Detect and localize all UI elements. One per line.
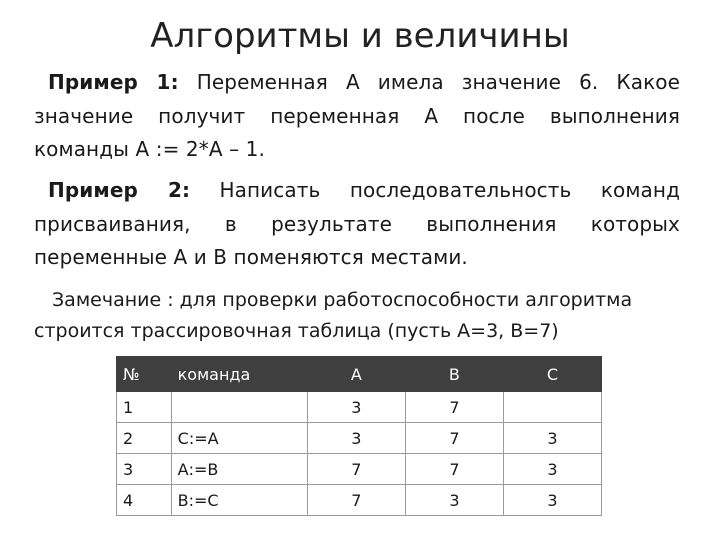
header-number: № bbox=[117, 357, 172, 392]
cell-number: 2 bbox=[117, 423, 172, 454]
cell-c: 3 bbox=[503, 454, 601, 485]
header-c: С bbox=[503, 357, 601, 392]
cell-command: В:=С bbox=[171, 485, 307, 516]
cell-command bbox=[171, 392, 307, 423]
cell-c: 3 bbox=[503, 485, 601, 516]
table-row bbox=[117, 392, 602, 423]
cell-a: 7 bbox=[307, 454, 405, 485]
header-command: команда bbox=[171, 357, 307, 392]
cell-b: 3 bbox=[405, 485, 503, 516]
cell-c bbox=[503, 392, 601, 423]
cell-number: 1 bbox=[117, 392, 172, 423]
header-b: В bbox=[405, 357, 503, 392]
example-2-text: Написать последовательность команд присваивания, в результате выполнения которых переменные А и В поменяются местами. bbox=[34, 178, 680, 269]
example-1-paragraph bbox=[34, 66, 680, 167]
cell-b: 7 bbox=[405, 454, 503, 485]
cell-number: 4 bbox=[117, 485, 172, 516]
cell-b: 7 bbox=[405, 392, 503, 423]
table-row bbox=[117, 485, 602, 516]
cell-command: С:=А bbox=[171, 423, 307, 454]
note-paragraph bbox=[34, 285, 694, 347]
table-header-row bbox=[117, 357, 602, 392]
example-1-label: Пример 1: bbox=[48, 70, 179, 94]
cell-a: 7 bbox=[307, 485, 405, 516]
cell-c: 3 bbox=[503, 423, 601, 454]
cell-number: 3 bbox=[117, 454, 172, 485]
trace-table bbox=[116, 356, 602, 516]
note-text: Замечание : для проверки работоспособности алгоритма строится трассировочная таблица (пусть А=3, В=7) bbox=[34, 289, 633, 342]
slide-title: Алгоритмы и величины bbox=[150, 16, 570, 56]
cell-b: 7 bbox=[405, 423, 503, 454]
cell-command: А:=В bbox=[171, 454, 307, 485]
table-row bbox=[117, 423, 602, 454]
cell-a: 3 bbox=[307, 423, 405, 454]
table-row bbox=[117, 454, 602, 485]
cell-a: 3 bbox=[307, 392, 405, 423]
example-1-text: Переменная А имела значение 6. Какое значение получит переменная А после выполнения команды А := 2*А – 1. bbox=[34, 70, 680, 161]
header-a: А bbox=[307, 357, 405, 392]
example-2-paragraph bbox=[34, 174, 680, 275]
example-2-label: Пример 2: bbox=[48, 178, 191, 202]
